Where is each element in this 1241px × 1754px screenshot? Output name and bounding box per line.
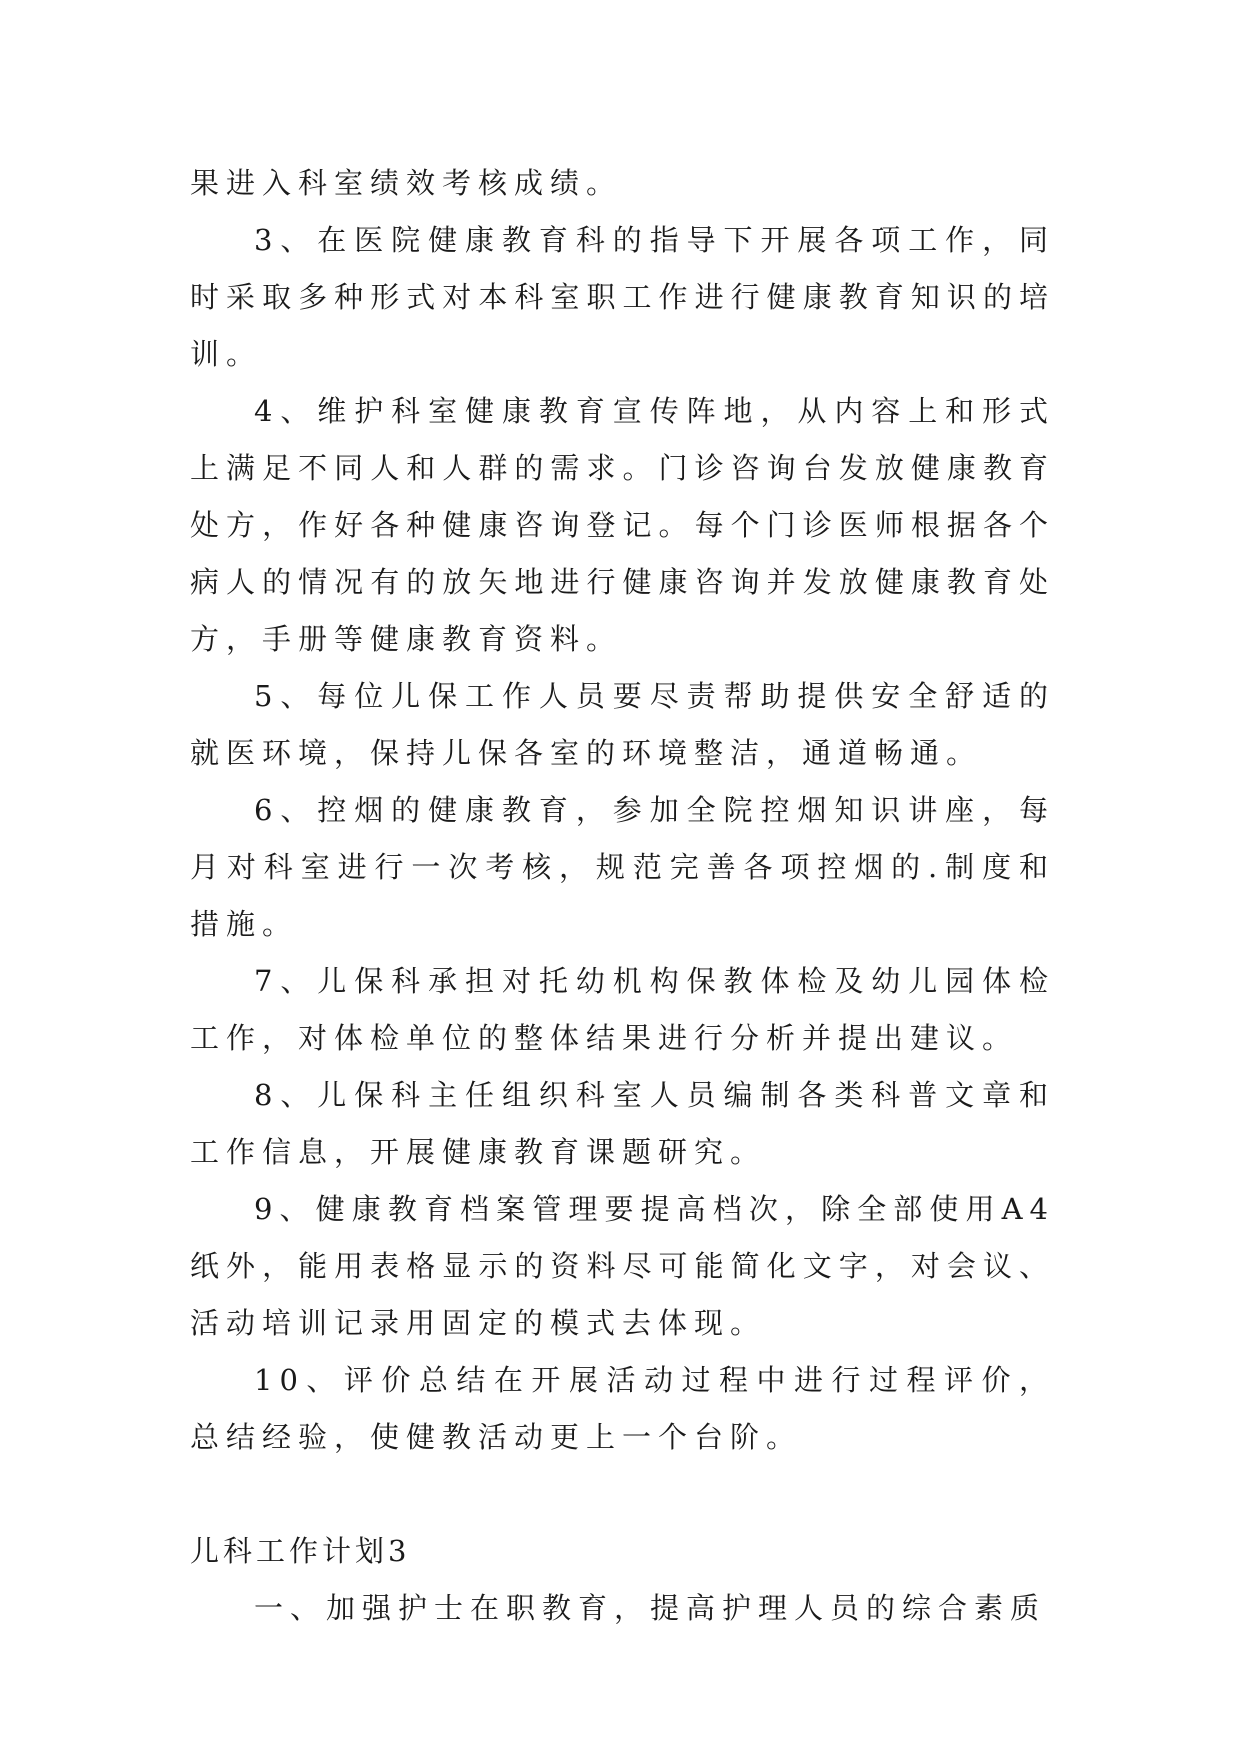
paragraph-item-3: 3、在医院健康教育科的指导下开展各项工作，同时采取多种形式对本科室职工作进行健康教育知识的培训。 (190, 223, 1055, 371)
paragraph-item-6: 6、控烟的健康教育，参加全院控烟知识讲座，每月对科室进行一次考核，规范完善各项控烟的.制度和措施。 (190, 793, 1055, 941)
paragraph-section-1: 一、加强护士在职教育，提高护理人员的综合素质 (254, 1591, 1047, 1625)
section-heading: 儿科工作计划3 (190, 1534, 411, 1568)
paragraph-item-7: 7、儿保科承担对托幼机构保教体检及幼儿园体检工作，对体检单位的整体结果进行分析并提出建议。 (190, 964, 1055, 1055)
paragraph-item-9: 9、健康教育档案管理要提高档次，除全部使用A4纸外，能用表格显示的资料尽可能简化文字，对会议、活动培训记录用固定的模式去体现。 (190, 1192, 1055, 1340)
paragraph-item-8: 8、儿保科主任组织科室人员编制各类科普文章和工作信息，开展健康教育课题研究。 (190, 1078, 1055, 1169)
paragraph-item-4: 4、维护科室健康教育宣传阵地，从内容上和形式上满足不同人和人群的需求。门诊咨询台发放健康教育处方，作好各种健康咨询登记。每个门诊医师根据各个病人的情况有的放矢地进行健康咨询并发放健康教育处方，手册等健康教育资料。 (190, 394, 1055, 656)
paragraph-item-5: 5、每位儿保工作人员要尽责帮助提供安全舒适的就医环境，保持儿保各室的环境整洁，通道畅通。 (190, 679, 1055, 770)
document-body (190, 155, 1055, 1637)
paragraph-1: 果进入科室绩效考核成绩。 (190, 166, 623, 200)
paragraph-item-10: 10、评价总结在开展活动过程中进行过程评价，总结经验，使健教活动更上一个台阶。 (190, 1363, 1055, 1454)
